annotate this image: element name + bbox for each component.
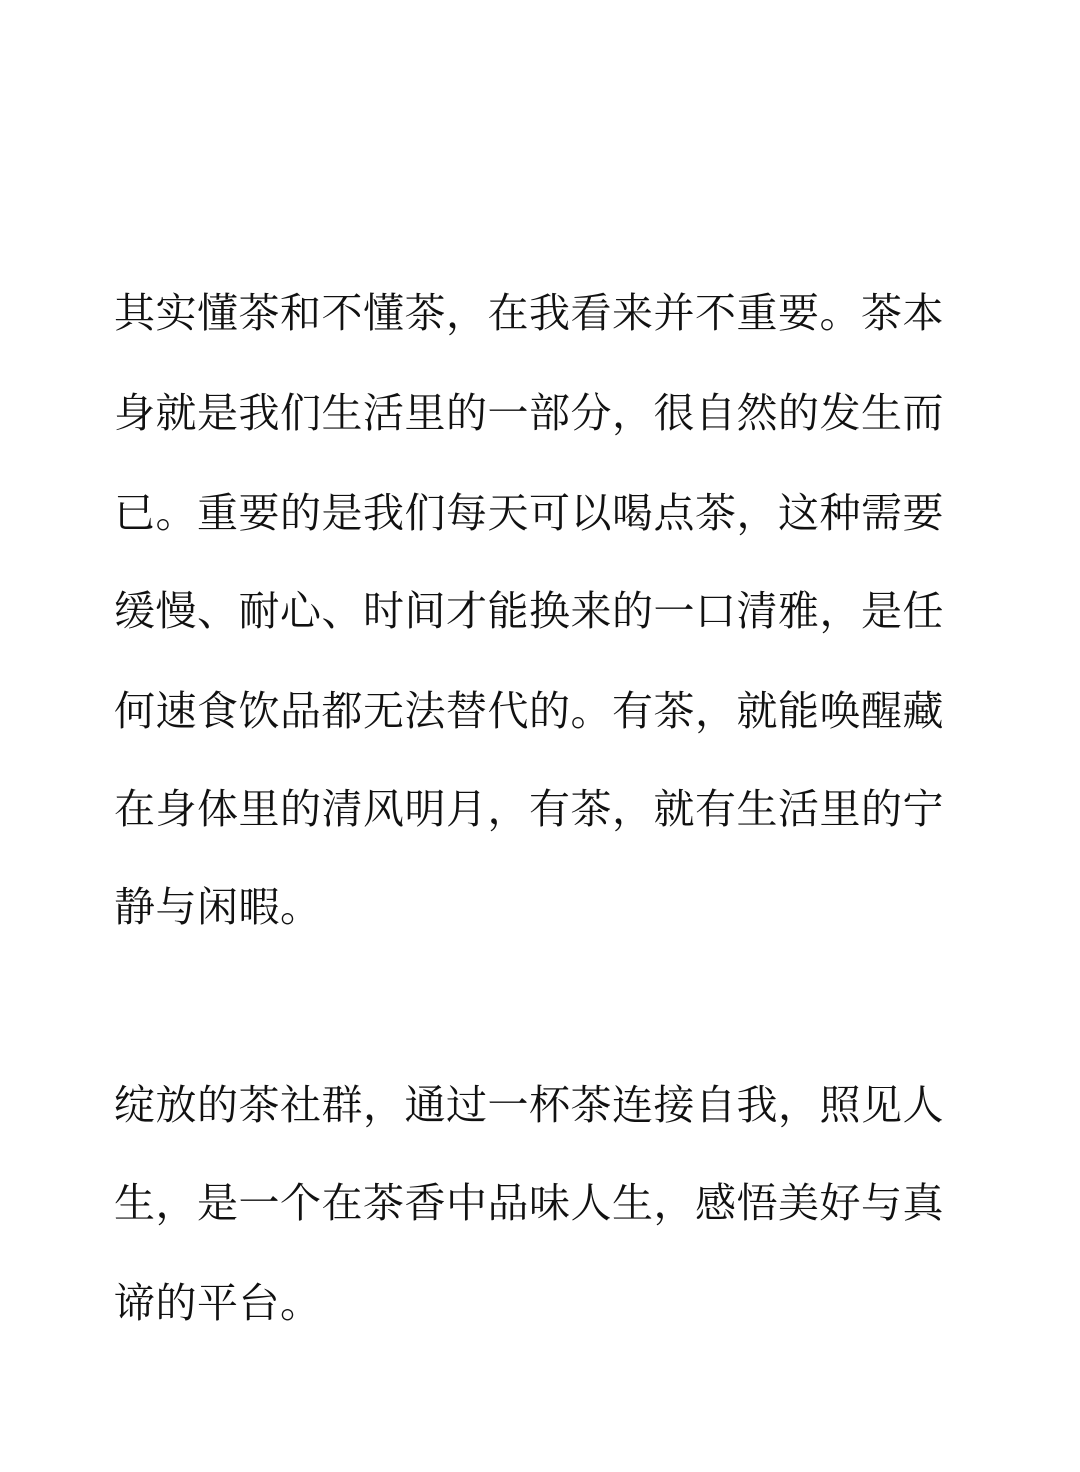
paragraph-line: 其实懂茶和不懂茶，在我看来并不重要。茶本	[114, 289, 944, 337]
paragraph-line: 身就是我们生活里的一部分，很自然的发生而	[114, 389, 944, 437]
paragraph-line: 生，是一个在茶香中品味人生，感悟美好与真	[114, 1179, 944, 1227]
paragraph-line: 谛的平台。	[114, 1279, 322, 1327]
paragraph-line: 在身体里的清风明月，有茶，就有生活里的宁	[114, 785, 944, 833]
paragraph-line: 静与闲暇。	[114, 883, 322, 931]
paragraph-line: 缓慢、耐心、时间才能换来的一口清雅，是任	[114, 587, 944, 635]
paragraph-line: 绽放的茶社群，通过一杯茶连接自我，照见人	[114, 1081, 944, 1129]
paragraph-line: 已。重要的是我们每天可以喝点茶，这种需要	[114, 489, 944, 537]
paragraph-line: 何速食饮品都无法替代的。有茶，就能唤醒藏	[114, 687, 944, 735]
